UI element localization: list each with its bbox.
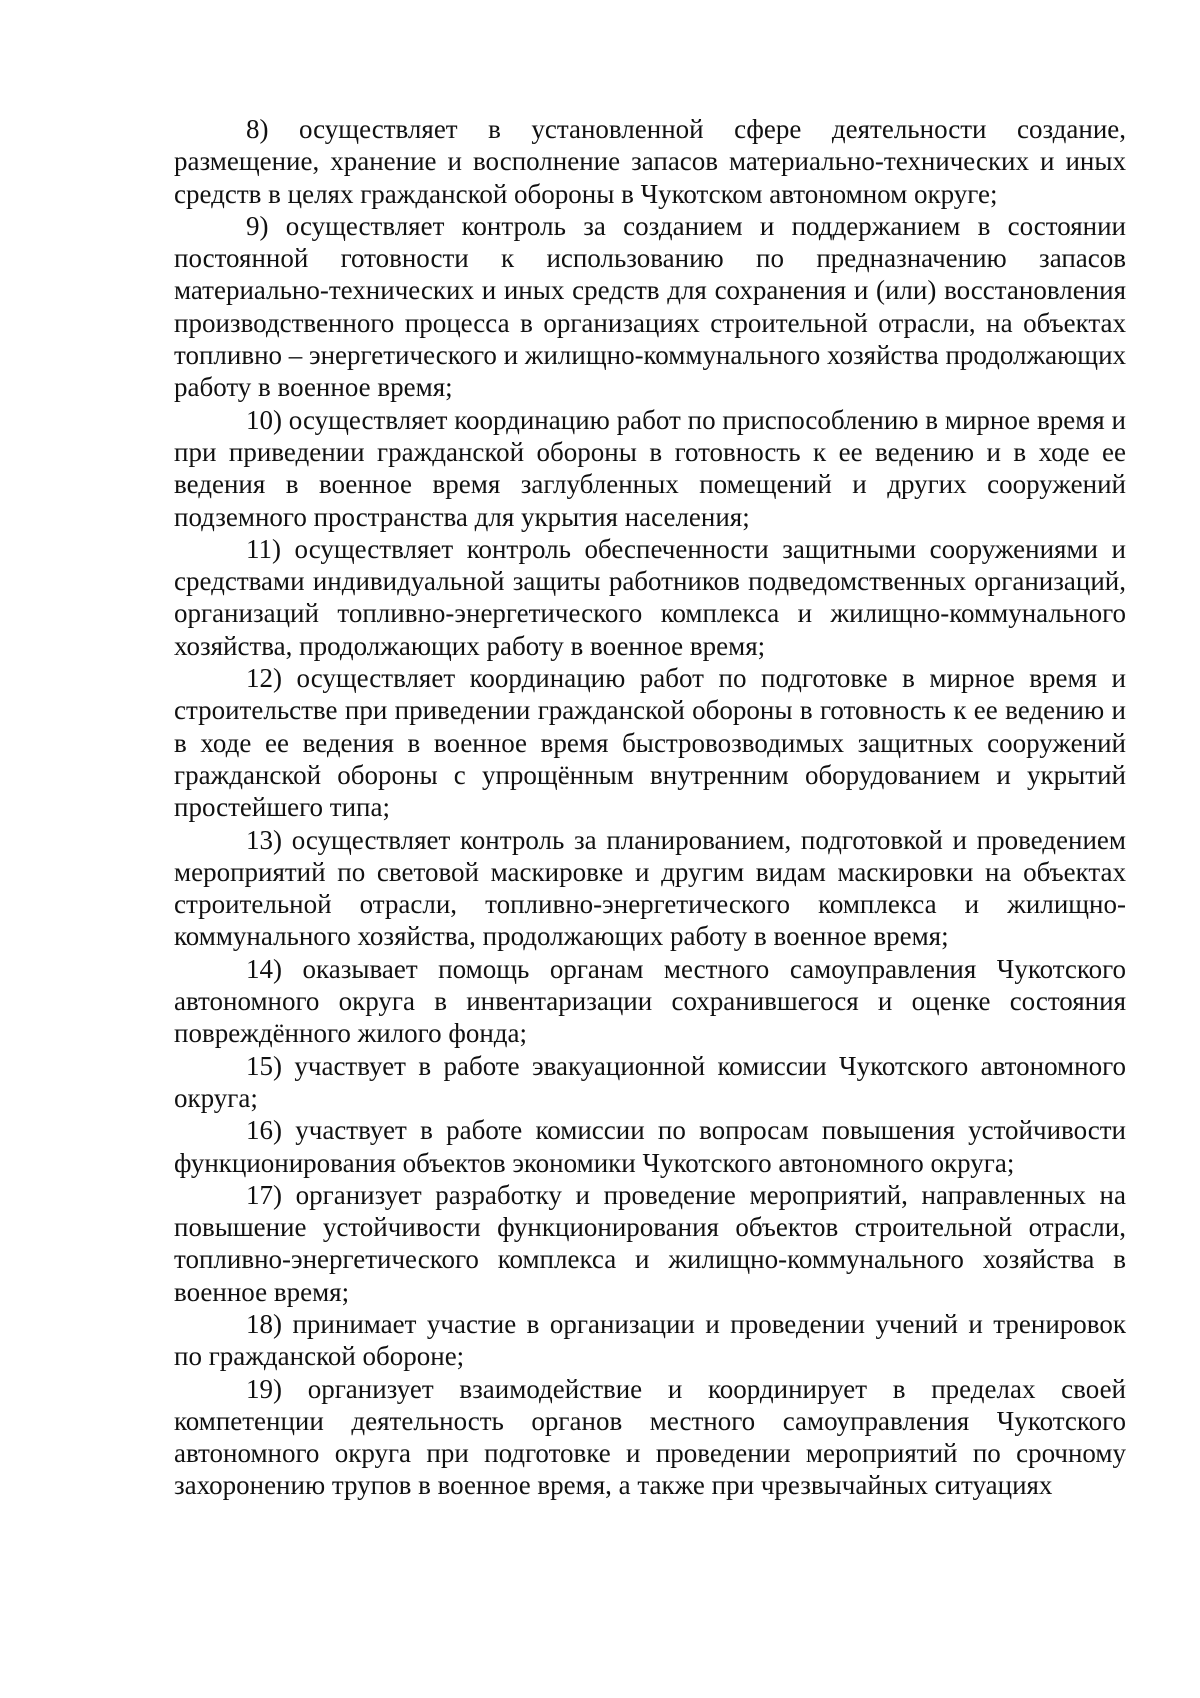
list-item-9: 9) осуществляет контроль за созданием и поддержанием в состоянии постоянной готовности к использованию по предназначению запасов материально-технических и иных средств для сохранения и (или) восстановления производственного процесса в организациях строительной отрасли, на объектах топливно – энергетического и жилищно-коммунального хозяйства продолжающих работу в военное время; [174, 210, 1127, 403]
document-body [174, 113, 1126, 1502]
list-item-8: 8) осуществляет в установленной сфере деятельности создание, размещение, хранение и восполнение запасов материально-технических и иных средств в целях гражданской обороны в Чукотском автономном округе; [174, 114, 1126, 209]
list-item-12: 12) осуществляет координацию работ по подготовке в мирное время и строительстве при приведении гражданской обороны в готовность к ее ведению и в ходе ее ведения в военное время быстровозводимых защитных сооружений гражданской обороны с упрощённым внутренним оборудованием и укрытий простейшего типа; [174, 663, 1126, 823]
list-item-17: 17) организует разработку и проведение мероприятий, направленных на повышение устойчивости функционирования объектов строительной отрасли, топливно-энергетического комплекса и жилищно-коммунального хозяйства в военное время; [174, 1179, 1126, 1307]
list-item-14: 14) оказывает помощь органам местного самоуправления Чукотского автономного округа в инвентаризации сохранившегося и оценке состояния повреждённого жилого фонда; [174, 953, 1126, 1049]
list-item-16: 16) участвует в работе комиссии по вопросам повышения устойчивости функционирования объектов экономики Чукотского автономного округа; [174, 1115, 1126, 1178]
list-item-18: 18) принимает участие в организации и проведении учений и тренировок по гражданской обороне; [174, 1308, 1126, 1372]
list-item-13: 13) осуществляет контроль за планированием, подготовкой и проведением мероприятий по световой маскировке и другим видам маскировки на объектах строительной отрасли, топливно-энергетического комплекса и жилищно-коммунального хозяйства, продолжающих работу в военное время; [174, 824, 1126, 952]
list-item-19: 19) организует взаимодействие и координирует в пределах своей компетенции деятельность органов местного самоуправления Чукотского автономного округа при подготовке и проведении мероприятий по срочному захоронению трупов в военное время, а также при чрезвычайных ситуациях [174, 1373, 1126, 1501]
list-item-15: 15) участвует в работе эвакуационной комиссии Чукотского автономного округа; [174, 1050, 1126, 1113]
list-item-10: 10) осуществляет координацию работ по приспособлению в мирное время и при приведении гражданской обороны в готовность к ее ведению и в ходе ее ведения в военное время заглубленных помещений и других сооружений подземного пространства для укрытия населения; [174, 404, 1126, 532]
list-item-11: 11) осуществляет контроль обеспеченности защитными сооружениями и средствами индивидуальной защиты работников подведомственных организаций, организаций топливно-энергетического комплекса и жилищно-коммунального хозяйства, продолжающих работу в военное время; [174, 533, 1126, 661]
